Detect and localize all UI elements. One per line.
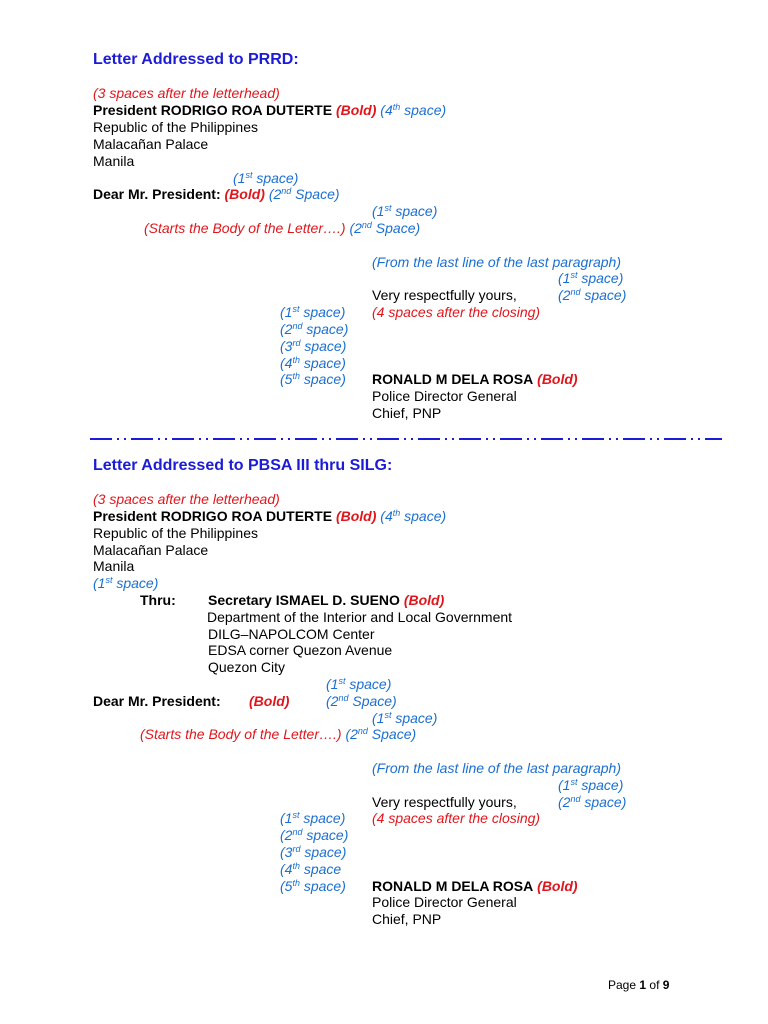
signatory-rank: Police Director General xyxy=(372,388,517,404)
salutation-line xyxy=(93,186,340,203)
page-label: Page xyxy=(608,978,637,992)
signatory-position: Chief, PNP xyxy=(372,911,442,927)
space-note: (5th space) xyxy=(280,371,346,387)
bold-note: (Bold) xyxy=(403,592,445,608)
closing: Very respectfully yours, xyxy=(372,287,517,303)
space-note: (4th space xyxy=(280,861,342,877)
thru-label: Thru: xyxy=(140,592,176,608)
space-note: (2nd Space) xyxy=(349,220,421,236)
section-1-title: Letter Addressed to PRRD: xyxy=(93,51,299,68)
signatory-name: RONALD M DELA ROSA xyxy=(372,371,534,387)
thru-address-1: Department of the Interior and Local Government xyxy=(207,609,513,625)
space-note: (2nd space) xyxy=(280,827,349,843)
thru-address-3: EDSA corner Quezon Avenue xyxy=(208,642,393,658)
space-note: (1st space) xyxy=(372,203,438,219)
bold-note: (Bold) xyxy=(249,693,290,709)
address-line-1: Republic of the Philippines xyxy=(93,119,258,135)
thru-address-4: Quezon City xyxy=(208,659,286,675)
address-line-1: Republic of the Philippines xyxy=(93,525,258,541)
signatory-line xyxy=(372,371,578,388)
thru-name: Secretary ISMAEL D. SUENO xyxy=(208,592,400,608)
address-line-2: Malacañan Palace xyxy=(93,542,209,558)
space-note: (1st space) xyxy=(280,810,346,826)
from-last-note: (From the last line of the last paragraph) xyxy=(372,760,622,776)
body-start-line: (Starts the Body of the Letter….) (2nd Space) xyxy=(144,220,421,236)
space-note: (2nd Space) xyxy=(268,186,340,202)
space-note: (1st space) xyxy=(558,270,624,286)
space-note: (4th space) xyxy=(280,355,346,371)
page-total: 9 xyxy=(662,978,670,992)
space-note: (1st space) xyxy=(326,676,392,692)
addressee-line xyxy=(93,508,446,525)
signatory-line xyxy=(372,878,578,895)
space-note: (1st space) xyxy=(558,777,624,793)
address-line-3: Manila xyxy=(93,558,135,574)
space-note: (1st space) xyxy=(372,710,438,726)
space-note: (1st space) xyxy=(93,575,159,591)
space-note: (4th space) xyxy=(380,508,447,524)
of-label: of xyxy=(649,978,660,992)
addressee-name: President RODRIGO ROA DUTERTE xyxy=(93,102,333,118)
space-note: (5th space) xyxy=(280,878,346,894)
bold-note: (Bold) xyxy=(224,186,265,202)
closing-spaces-note: (4 spaces after the closing) xyxy=(372,304,541,320)
space-note: (2nd space) xyxy=(280,321,349,337)
body-start-line: (Starts the Body of the Letter….) (2nd Space) xyxy=(140,726,417,742)
thru-address-2: DILG–NAPOLCOM Center xyxy=(208,626,375,642)
bold-note: (Bold) xyxy=(537,878,578,894)
bold-note: (Bold) xyxy=(335,102,377,118)
space-note: (4th space) xyxy=(380,102,447,118)
space-note: (2nd Space) xyxy=(326,693,397,709)
salutation: Dear Mr. President: xyxy=(93,186,221,202)
space-note: (3rd space) xyxy=(280,338,347,354)
dash-dot-separator xyxy=(90,432,722,446)
bold-note: (Bold) xyxy=(335,508,377,524)
addressee-line xyxy=(93,102,446,119)
letterhead-note: (3 spaces after the letterhead) xyxy=(93,491,280,507)
body-start-note: (Starts the Body of xyxy=(144,220,260,236)
closing: Very respectfully yours, xyxy=(372,794,517,810)
signatory-rank: Police Director General xyxy=(372,894,517,910)
addressee-name: President RODRIGO ROA DUTERTE xyxy=(93,508,333,524)
section-2-title: Letter Addressed to PBSA III thru SILG: xyxy=(93,457,393,474)
space-note: (1st space) xyxy=(280,304,346,320)
closing-spaces-note: (4 spaces after the closing) xyxy=(372,810,541,826)
space-note: (2nd space) xyxy=(558,794,627,810)
space-note: (1st space) xyxy=(233,170,299,186)
space-note: (3rd space) xyxy=(280,844,347,860)
body-start-note: (Starts the Body xyxy=(140,726,241,742)
page-footer xyxy=(608,978,669,992)
letterhead-note: (3 spaces after the letterhead) xyxy=(93,85,280,101)
salutation: Dear Mr. President: xyxy=(93,693,221,709)
space-note: (2nd space) xyxy=(558,287,627,303)
signatory-name: RONALD M DELA ROSA xyxy=(372,878,534,894)
address-line-2: Malacañan Palace xyxy=(93,136,209,152)
page-number: 1 xyxy=(639,978,647,992)
space-note: (2nd Space) xyxy=(345,726,417,742)
from-last-note: (From the last line of the last paragraph) xyxy=(372,254,622,270)
address-line-3: Manila xyxy=(93,153,135,169)
bold-note: (Bold) xyxy=(537,371,578,387)
signatory-position: Chief, PNP xyxy=(372,405,442,421)
thru-name-line xyxy=(208,592,444,609)
